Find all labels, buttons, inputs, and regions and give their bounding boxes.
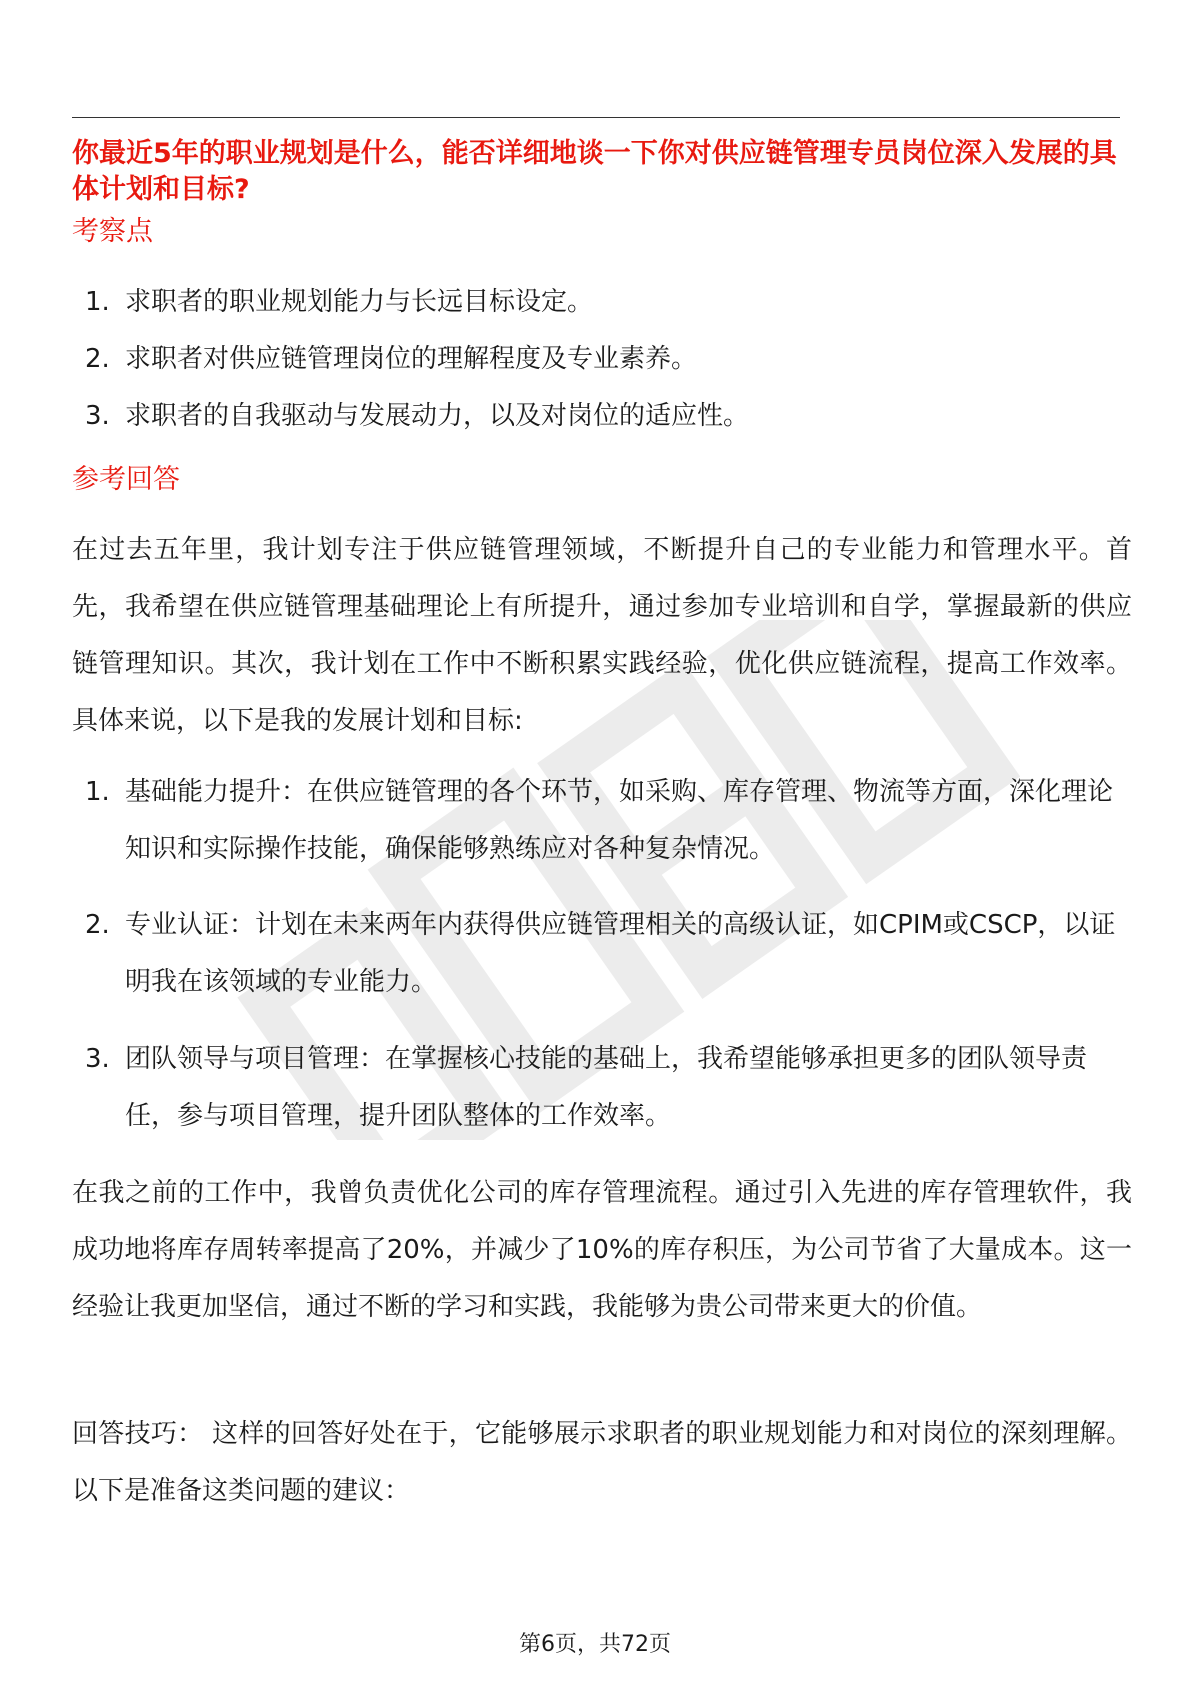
exam-points-list <box>72 274 1132 445</box>
development-plan-list <box>72 1031 1132 1145</box>
development-plan-list <box>72 764 1132 878</box>
list-item-text: 基础能力提升：在供应链管理的各个环节，如采购、库存管理、物流等方面，深化理论知识和实际操作技能，确保能够熟练应对各种复杂情况。 <box>125 777 1114 864</box>
page-number-footer: 第6页，共72页 <box>519 1632 671 1657</box>
list-item-text: 求职者的自我驱动与发展动力，以及对岗位的适应性。 <box>125 401 750 431</box>
list-number: 2. <box>85 344 110 374</box>
list-number: 1. <box>85 777 110 807</box>
development-plan-list <box>72 897 1132 1011</box>
answer-tips-paragraph: 回答技巧： 这样的回答好处在于，它能够展示求职者的职业规划能力和对岗位的深刻理解。以下是准备这类问题的建议： <box>72 1419 1132 1506</box>
list-number: 3. <box>85 401 110 431</box>
list-item-text: 求职者的职业规划能力与长远目标设定。 <box>125 287 594 317</box>
experience-paragraph: 在我之前的工作中，我曾负责优化公司的库存管理流程。通过引入先进的库存管理软件，我成功地将库存周转率提高了20%，并减少了10%的库存积压，为公司节省了大量成本。这一经验让我更加坚信，通过不断的学习和实践，我能够为贵公司带来更大的价值。 <box>72 1178 1132 1322</box>
list-item <box>72 1031 1132 1145</box>
list-item-text: 团队领导与项目管理：在掌握核心技能的基础上，我希望能够承担更多的团队领导责任，参与项目管理，提升团队整体的工作效率。 <box>125 1044 1088 1131</box>
list-number: 3. <box>85 1044 110 1074</box>
header-divider <box>72 117 1120 118</box>
list-item <box>72 388 1132 445</box>
list-number: 2. <box>85 910 110 940</box>
reference-answer-heading: 参考回答 <box>72 464 180 495</box>
list-item <box>72 274 1132 331</box>
list-item-text: 专业认证：计划在未来两年内获得供应链管理相关的高级认证，如CPIM或CSCP，以证明我在该领域的专业能力。 <box>125 910 1116 997</box>
list-item-text: 求职者对供应链管理岗位的理解程度及专业素养。 <box>125 344 698 374</box>
exam-points-heading: 考察点 <box>72 216 153 247</box>
answer-intro-paragraph: 在过去五年里，我计划专注于供应链管理领域，不断提升自己的专业能力和管理水平。首先，我希望在供应链管理基础理论上有所提升，通过参加专业培训和自学，掌握最新的供应链管理知识。其次，我计划在工作中不断积累实践经验，优化供应链流程，提高工作效率。具体来说，以下是我的发展计划和目标: <box>72 535 1132 736</box>
list-number: 1. <box>85 287 110 317</box>
question-title: 你最近5年的职业规划是什么，能否详细地谈一下你对供应链管理专员岗位深入发展的具体计划和目标? <box>72 138 1117 205</box>
list-item <box>72 897 1132 1011</box>
list-item <box>72 331 1132 388</box>
list-item <box>72 764 1132 878</box>
